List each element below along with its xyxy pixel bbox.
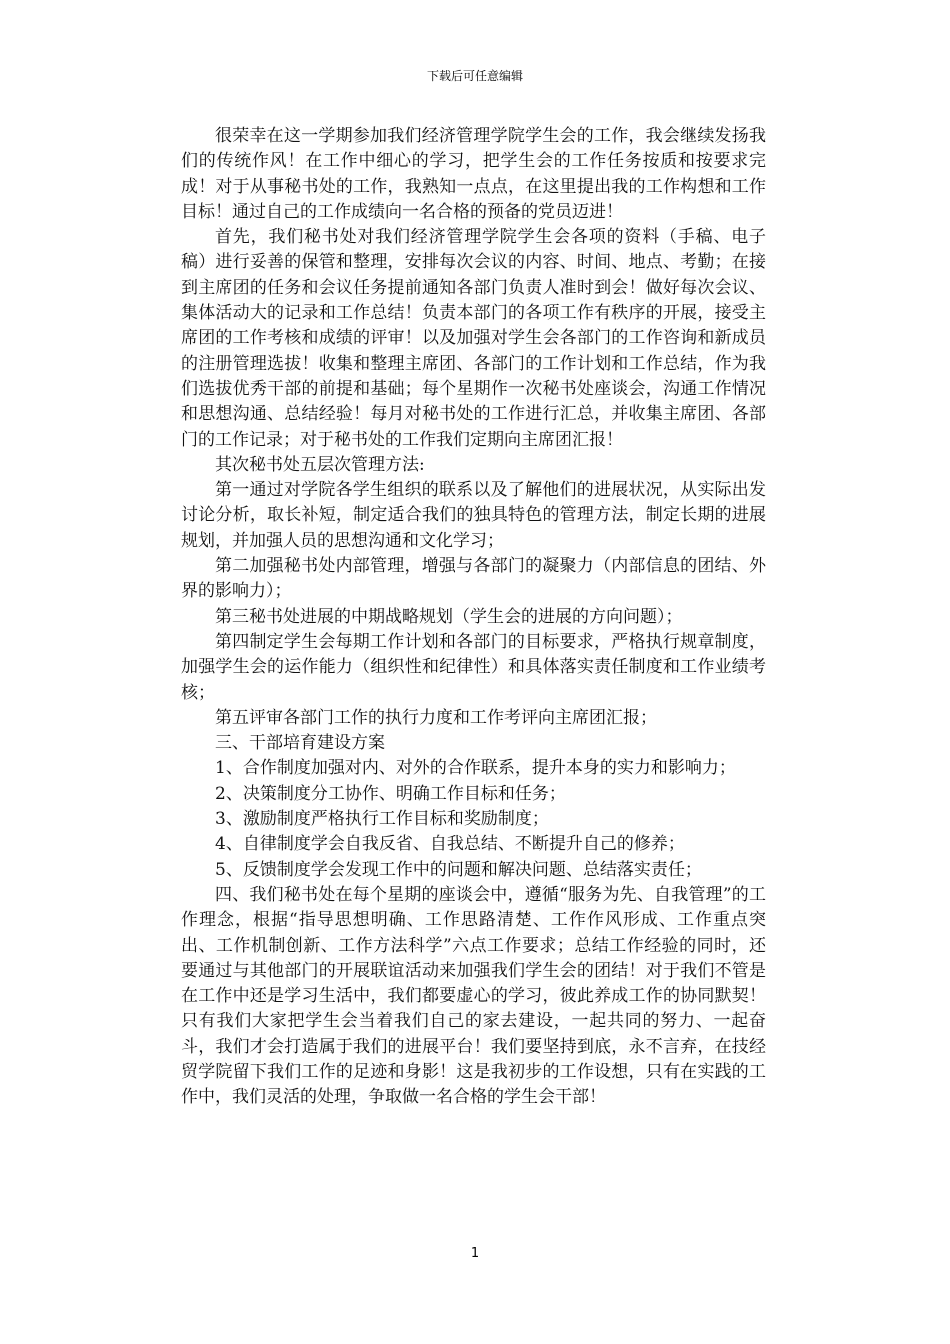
list-item-cooperation: 1、合作制度加强对内、对外的合作联系，提升本身的实力和影响力； [215,758,736,779]
list-item-self-discipline: 4、自律制度学会自我反省、自我总结、不断提升自己的修养； [215,834,685,855]
paragraph-level-2: 第二加强秘书处内部管理，增强与各部门的凝聚力（内部信息的团结、外界的影响力）； [181,556,766,602]
paragraph-level-4: 第四制定学生会每期工作计划和各部门的目标要求，严格执行规章制度，加强学生会的运作能力（组织性和纪律性）和具体落实责任制度和工作业绩考核； [181,631,766,703]
list-item-decision: 2、决策制度分工协作、明确工作目标和任务； [215,783,566,804]
paragraph-first: 首先，我们秘书处对我们经济管理学院学生会各项的资料（手稿、电子稿）进行妥善的保管和整理，安排每次会议的内容、时间、地点、考勤；在接到主席团的任务和会议任务提前通知各部门负责人准时到会！做好每次会议、集体活动大的记录和工作总结！负责本部门的各项工作有秩序的开展，接受主席团的工作考核和成绩的评审！以及加强对学生会各部门的工作咨询和新成员的注册管理选拔！收集和整理主席团、各部门的工作计划和工作总结，作为我们选拔优秀干部的前提和基础；每个星期作一次秘书处座谈会，沟通工作情况和思想沟通、总结经验！每月对秘书处的工作进行汇总，并收集主席团、各部门的工作记录；对于秘书处的工作我们定期向主席团汇报！ [181,227,766,450]
page-header: 下载后可任意编辑 [426,69,523,83]
paragraph-intro: 很荣幸在这一学期参加我们经济管理学院学生会的工作，我会继续发扬我们的传统作风！在工作中细心的学习，把学生会的工作任务按质和按要求完成！对于从事秘书处的工作，我熟知一点点，在这里提出我的工作构想和工作目标！通过自己的工作成绩向一名合格的预备的党员迈进！ [181,126,766,222]
paragraph-conclusion: 四、我们秘书处在每个星期的座谈会中，遵循“服务为先、自我管理”的工作理念，根据“指导思想明确、工作思路清楚、工作作风形成、工作重点突出、工作机制创新、工作方法科学”六点工作要求；总结工作经验的同时，还要通过与其他部门的开展联谊活动来加强我们学生会的团结！对于我们不管是在工作中还是学习生活中，我们都要虚心的学习，彼此养成工作的协同默契！只有我们大家把学生会当着我们自己的家去建设，一起共同的努力、一起奋斗，我们才会打造属于我们的进展平台！我们要坚持到底，永不言弃，在技经贸学院留下我们工作的足迹和身影！这是我初步的工作设想，只有在实践的工作中，我们灵活的处理，争取做一名合格的学生会干部！ [181,884,766,1108]
paragraph-management-heading: 其次秘书处五层次管理方法: [215,454,425,475]
page-number: 1 [470,1246,480,1261]
paragraph-level-1: 第一通过对学院各学生组织的联系以及了解他们的进展状况，从实际出发讨论分析，取长补短，制定适合我们的独具特色的管理方法，制定长期的进展规划，并加强人员的思想沟通和文化学习； [181,480,766,551]
paragraph-level-3: 第三秘书处进展的中期战略规划（学生会的进展的方向问题）； [215,606,683,627]
list-item-incentive: 3、激励制度严格执行工作目标和奖励制度； [215,809,549,830]
paragraph-level-5: 第五评审各部门工作的执行力度和工作考评向主席团汇报； [215,707,657,728]
section-heading-cadre-plan: 三、干部培育建设方案 [215,733,385,754]
list-item-feedback: 5、反馈制度学会发现工作中的问题和解决问题、总结落实责任； [215,859,702,880]
document-body [181,124,766,1111]
